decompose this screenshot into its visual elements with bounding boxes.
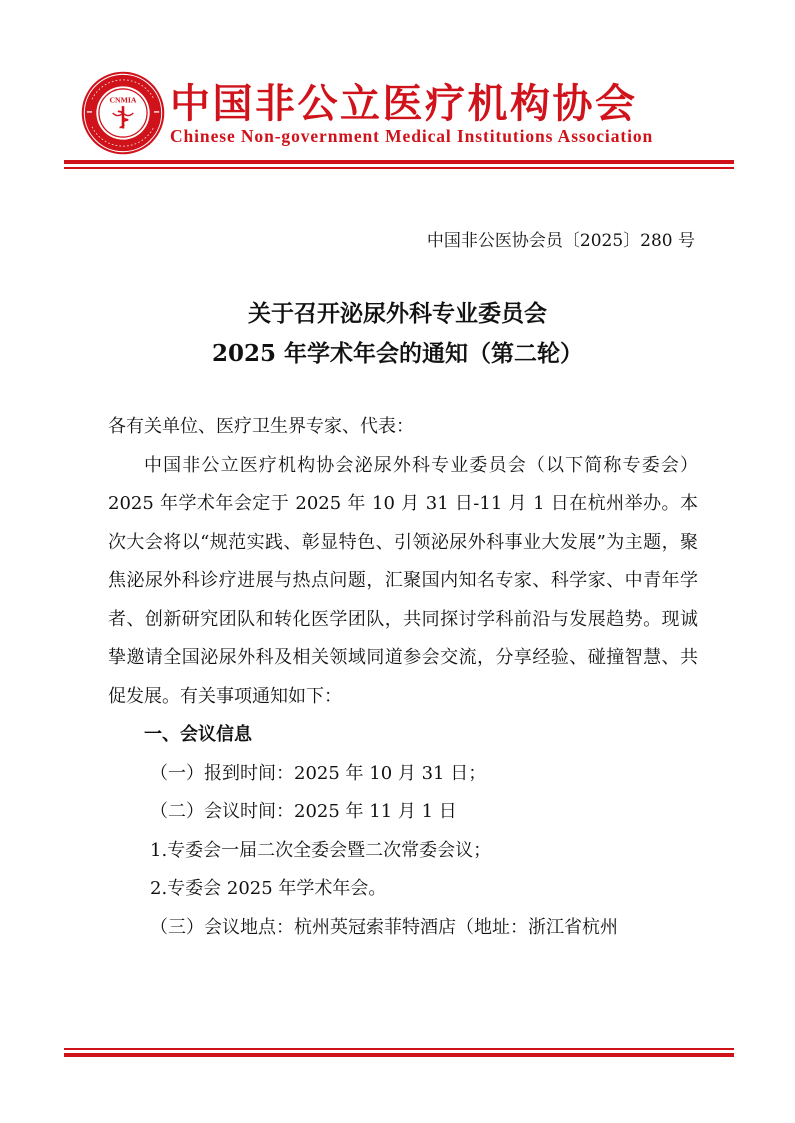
title-line-2: 2025 年学术年会的通知（第二轮） (211, 340, 584, 367)
letterhead (0, 0, 795, 170)
document-title (0, 294, 795, 374)
association-seal-icon (80, 70, 166, 156)
header-divider-thick (64, 160, 734, 164)
document-number: 中国非公医协会员〔2025〕280 号 (426, 231, 695, 251)
title-line-1: 关于召开泌尿外科专业委员会 (248, 300, 547, 327)
intro-paragraph: 中国非公立医疗机构协会泌尿外科专业委员会（以下简称专委会）2025 年学术年会定于 2025 年 10 月 31 日-11 月 1 日在杭州举办。本次大会将以“规范实践、彰显特色、引领泌尿外科事业大发展”为主题，聚焦泌尿外科诊疗进展与热点问题，汇聚国内知名专家、科学家、中青年学者、创新研究团队和转化医学团队，共同探讨学科前沿与发展趋势。现诚挚邀请全国泌尿外科及相关领域同道参会交流，分享经验、碰撞智慧、共促发展。有关事项通知如下： (108, 454, 698, 707)
footer-divider-thick (64, 1053, 734, 1057)
organization-name-en: Chinese Non-government Medical Institutions Association (170, 126, 654, 146)
section-heading: 一、会议信息 (144, 724, 252, 745)
document-body (108, 408, 698, 947)
salutation: 各有关单位、医疗卫生界专家、代表： (108, 416, 414, 437)
organization-name-cn: 中国非公立医疗机构协会 (170, 81, 638, 127)
info-item-meeting-time: （二）会议时间：2025 年 11 月 1 日 (150, 801, 457, 822)
header-divider-thin (64, 167, 734, 169)
info-item-checkin: （一）报到时间：2025 年 10 月 31 日； (150, 762, 487, 784)
agenda-item-1: 1.专委会一届二次全委会暨二次常委会议； (150, 839, 492, 861)
info-item-venue: （三）会议地点：杭州英冠索菲特酒店（地址：浙江省杭州 (150, 916, 618, 938)
agenda-item-2: 2.专委会 2025 年学术年会。 (150, 878, 387, 899)
footer-divider-thin (64, 1048, 734, 1050)
svg-text:CNMIA: CNMIA (109, 95, 137, 105)
